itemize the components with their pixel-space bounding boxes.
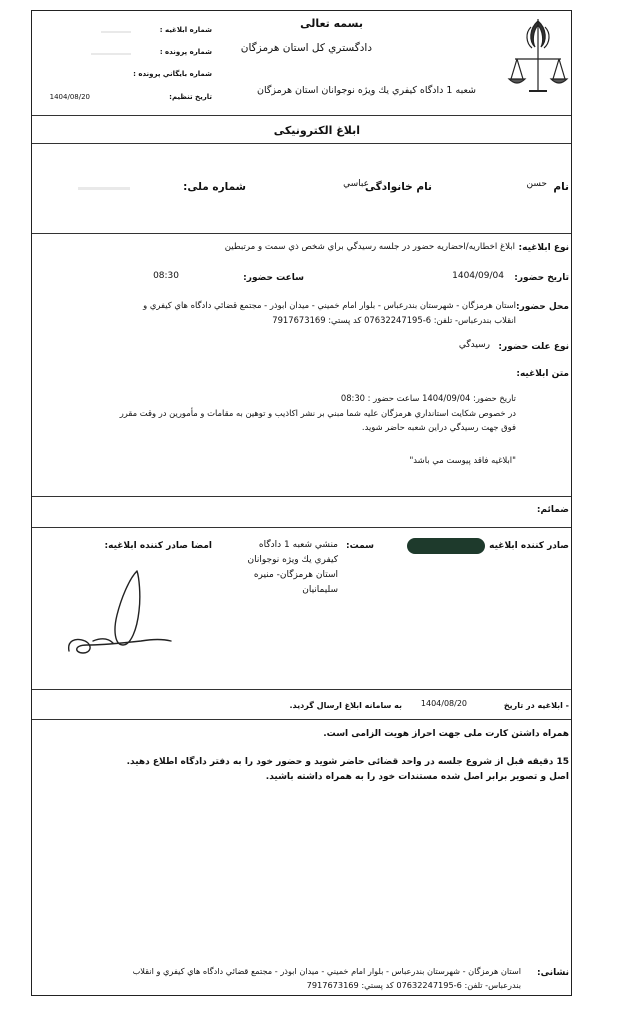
redacted-national-id bbox=[78, 187, 130, 190]
national-id-label: شماره ملی: bbox=[183, 181, 246, 193]
iran-emblem-icon bbox=[505, 15, 571, 103]
attendance-time-value: 08:30 bbox=[153, 271, 179, 281]
divider bbox=[32, 233, 571, 234]
family-value: عباسي bbox=[343, 179, 369, 189]
notice-document bbox=[31, 10, 572, 996]
notice-text-line-3: فوق جهت رسيدگي دراين شعبه حاضر شويد. bbox=[361, 422, 516, 432]
notice-type-label: نوع ابلاغيه: bbox=[518, 243, 569, 253]
faint-mark bbox=[91, 53, 131, 55]
position-label: سمت: bbox=[345, 541, 374, 551]
name-value: حسن bbox=[526, 179, 547, 189]
handwritten-signature bbox=[63, 567, 175, 667]
divider bbox=[32, 115, 571, 116]
notice-text-line-4: "ابلاغيه فاقد پيوست مي باشد" bbox=[409, 455, 516, 465]
attendance-date-value: 1404/09/04 bbox=[452, 271, 504, 281]
divider bbox=[32, 496, 571, 497]
archive-number-label: شماره بايگاني پرونده : bbox=[133, 70, 212, 78]
issue-date-value: 1404/08/20 bbox=[49, 93, 90, 101]
attendance-time-label: ساعت حضور: bbox=[243, 273, 304, 283]
court-branch: شعبه 1 دادگاه كيفري يك ويژه نوجوانان استان هرمزگان bbox=[257, 85, 476, 96]
issue-date-label: تاريخ تنظيم: bbox=[169, 93, 212, 101]
divider bbox=[32, 143, 571, 144]
notice-text-line-1: تاريخ حضور: 1404/09/04 ساعت حضور : 08:30 bbox=[340, 393, 516, 403]
note-line-1: همراه داشتن كارت ملی جهت احراز هويت الزامی است. bbox=[323, 729, 569, 739]
name-label: نام bbox=[553, 181, 569, 193]
document-title: ابلاغ الكترونيكی bbox=[273, 124, 360, 137]
divider bbox=[32, 719, 571, 720]
sent-prefix: - ابلاغيه در تاريخ bbox=[503, 701, 569, 710]
address-line-1: استان هرمزگان - شهرستان بندرعباس - بلوار امام خميني - ميدان ابوذر - مجتمع قضائي دادگاه هاي كيفري و انقلاب bbox=[132, 966, 521, 976]
court-name: دادگستري كل استان هرمزگان bbox=[240, 42, 372, 54]
signature-label: امضا صادر كننده ابلاغيه: bbox=[104, 541, 212, 551]
attendance-date-label: تاريخ حضور: bbox=[514, 273, 569, 283]
reason-label: نوع علت حضور: bbox=[498, 342, 569, 352]
address-line-2: بندرعباس- تلفن: 6-07632247195 كد پستي: 7917673169 bbox=[306, 980, 521, 990]
redacted-issuer-name bbox=[407, 538, 485, 554]
position-line-3: استان هرمزگان- منيره bbox=[253, 570, 338, 580]
place-label: محل حضور: bbox=[515, 302, 569, 312]
position-line-1: منشي شعبه 1 دادگاه bbox=[258, 540, 338, 550]
issuer-label: صادر كننده ابلاغيه bbox=[489, 541, 569, 551]
address-label: نشانی: bbox=[536, 968, 569, 978]
notice-text-line-2: در خصوص شكايت استانداري هرمزگان عليه شما مبني بر نشر اكاذيب و توهين به مقامات و مأمورين در وقت مقرر bbox=[119, 408, 516, 418]
place-line-1: استان هرمزگان - شهرستان بندرعباس - بلوار امام خميني - ميدان ابوذر - مجتمع قضائي دادگاه هاي كيفري و bbox=[143, 300, 516, 310]
position-line-4: سليمانيان bbox=[302, 585, 338, 595]
case-number-label: شماره پرونده : bbox=[159, 48, 212, 56]
position-line-2: كيفري يك ويژه نوجوانان bbox=[247, 555, 338, 565]
place-line-2: انقلاب بندرعباس- تلفن: 6-07632247195 كد پستي: 7917673169 bbox=[272, 315, 516, 325]
attachments-label: ضمائم: bbox=[536, 505, 569, 515]
divider bbox=[32, 689, 571, 690]
note-line-3: اصل و تصوير برابر اصل شده مستندات خود را به همراه داشته باشيد. bbox=[265, 772, 569, 782]
reason-value: رسيدگي bbox=[458, 340, 490, 350]
sent-suffix: به سامانه ابلاغ ارسال گرديد. bbox=[289, 701, 402, 710]
sent-date: 1404/08/20 bbox=[420, 699, 467, 708]
notice-number-label: شماره ابلاغيه : bbox=[159, 26, 212, 34]
family-label: نام خانوادگی bbox=[365, 181, 432, 193]
bismillah: بسمه تعالی bbox=[300, 17, 363, 30]
note-line-2: 15 دقيقه قبل از شروع جلسه در واحد قضائی حاضر شويد و حضور خود را به دفتر دادگاه اطلاع دهيد. bbox=[126, 757, 569, 767]
divider bbox=[32, 527, 571, 528]
faint-mark bbox=[101, 31, 131, 33]
notice-text-label: متن ابلاغيه: bbox=[516, 369, 569, 379]
notice-type-value: ابلاغ اخطاريه/احضاريه حضور در جلسه رسيدگي براي شخص ذي سمت و مرتبطين bbox=[224, 242, 515, 252]
